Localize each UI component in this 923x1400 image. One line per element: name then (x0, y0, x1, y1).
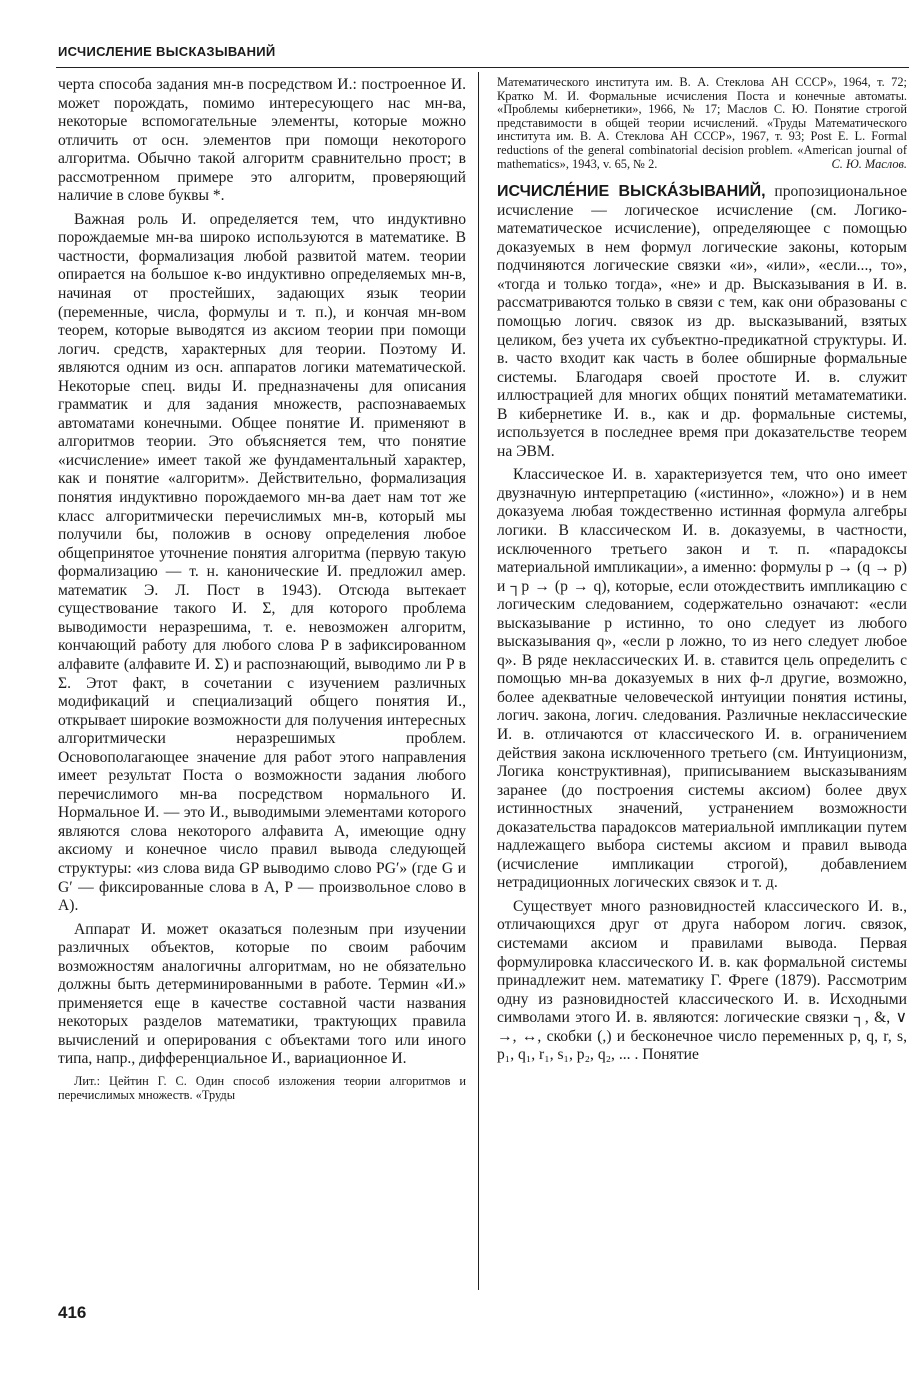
left-column (58, 76, 466, 1102)
paragraph: Важная роль И. определяется тем, что индуктивно порождаемые мн-ва широко используются в математике. В частности, формализация любой развитой матем. теории опирается на большое к-во индуктивно определяемых мн-в, начиная от простейших, задающих язык теории (переменные, числа, формулы и т. п.), и кончая мн-вом теорем, которые выводятся из аксиом теории при помощи логич. средств, характерных для теории. Поэтому И. являются одним из осн. аппаратов логики математической. Некоторые спец. виды И. предназначены для описания грамматик и для задания множеств, распознаваемых автоматами конечными. Общее понятие И. применяют в алгоритмов теории. Это объясняется тем, что понятие «исчисление» имеет такой же фундаментальный характер, как и понятие «алгоритм». Действительно, формализация понятия индуктивно порождаемого мн-ва дает нам тот же класс алгоритмически перечислимых мн-в, который мы получили бы, положив в основу определения любое общепринятое уточнение понятия алгоритма (первую такую формализацию — т. н. канонические И. предложил амер. математик Э. Л. Пост в 1943). Отсюда вытекает существование такого И. Σ, для которого проблема выводимости неразрешима, т. е. невозможен алгоритм, кончающий работу для любого слова P в зафиксированном алфавите (алфавите И. Σ) и распознающий, выводимо ли P в Σ. Этот факт, в сочетании с изучением различных модификаций и специализаций общего понятия И., открывает широкие возможности для получения интересных алгоритмически неразрешимых проблем. Основополагающее значение для работ этого направления имеет результат Поста о возможности задания любого перечислимого мн-ва посредством нормального И. Нормальное И. — это И., выводимыми элементами которого являются слова некоторого алфавита A, имеющие одну аксиому и конечное число правил вывода следующей структуры: «из слова вида GP выводимо слово PG′» (где G и G′ — фиксированные слова в A, P — произвольное слово в A). (58, 210, 466, 915)
literature-text: Математического института им. В. А. Стеклова АН СССР», 1964, т. 72; Кратко М. И. Формальные исчисления Поста и конечные автоматы. «Проблемы кибернетики», 1966, № 17; Маслов С. Ю. Понятие строгой представимости в общей теории исчислений. «Труды Математического института им. В. А. Стеклова АН СССР», 1967, т. 93; Post E. L. Formal reductions of the general combinatorial decision problem. «American journal of mathematics», 1943, v. 65, № 2. (497, 75, 907, 171)
paragraph: черта способа задания мн-в посредством И.: построенное И. может порождать, помимо интересующего нас мн-ва, некоторые вспомогательные элементы, которые можно отличить от осн. элементов при помощи некоторого алгоритма. Обычно такой алгоритм сравнительно прост; в рассмотренном примере это алгоритм, проверяющий наличие в слове буквы *. (58, 76, 466, 205)
article-author: С. Ю. Маслов. (831, 156, 907, 171)
paragraph: Аппарат И. может оказаться полезным при изучении различных объектов, которые по своим рабочим возможностям аналогичны алгоритмам, но не обязательно должны быть детерминированными в работе. Термин «И.» применяется еще в качестве составной части названия некоторых разделов математики, трактующих правила вычислений и оперирования с объектами того или иного типа, напр., дифференциальное И., вариационное И. (58, 920, 466, 1068)
running-title: ИСЧИСЛЕНИЕ ВЫСКАЗЫВАНИЙ (58, 44, 276, 59)
page-number: 416 (58, 1303, 87, 1322)
paragraph: пропозициональное исчисление — логическое исчисление (см. Логико-математическое исчисление), определяющее с помощью доказуемых в нем формул логические законы, которым подчиняются логические связки «и», «или», «если..., то», «тогда и только тогда», «не» и др. Высказывания в И. в. рассматриваются только в связи с тем, как они образованы с помощью логич. связок из др. высказываний, взятых целиком, без учета их субъектно-предикатной структуры. И. в. часто входит как часть в более обширные формальные системы. Благодаря своей простоте И. в. служит иллюстрацией для многих общих понятий метаматематики. В кибернетике И. в., как и др. формальные системы, используется в последнее время при доказательстве теорем на ЭВМ. (497, 183, 907, 460)
right-column (497, 76, 907, 1065)
column-divider (478, 72, 479, 1290)
header-rule (56, 67, 909, 68)
paragraph: Существует много разновидностей классического И. в., отличающихся друг от друга набором логич. связок, системами аксиом и правилами вывода. Первая формулировка классического И. в. как формальной системы принадлежит нем. математику Г. Фреге (1879). Рассмотрим одну из разновидностей классического И. в. Исходными символами этого И. в. являются: логические связки ┐, &, ∨ →, ↔, скобки (,) и бесконечное число переменных p, q, r, s, p₁, q₁, r₁, s₁, p₂, q₂, ... . Понятие (497, 897, 907, 1064)
entry-title: ИСЧИСЛЕ́НИЕ ВЫСКА́ЗЫВАНИЙ, (497, 183, 766, 201)
paragraph: Классическое И. в. характеризуется тем, что оно имеет двузначную интерпретацию («истинно», «ложно») и в нем доказуема любая тождественно истинная формула алгебры логики. В классическом И. в. доказуемы, в частности, исключенного третьего закон и т. п. «парадоксы материальной импликации», а именно: формулы p → (q → p) и ┐p → (p → q), которые, если отождествить импликацию с логическим следованием, содержательно означают: «если высказывание p истинно, то оно следует из любого высказывания q», «если p ложно, то из него следует любое q». В ряде неклассических И. в. ставится цель определить с помощью мн-ва доказуемых в них ф-л другие, возможно, более адекватные человеческой интуиции понятия истины, логич. закона, логич. следования. Различные неклассические И. в. отличаются от классического И. в. ограничением действия закона исключенного третьего (см. Интуиционизм, Логика конструктивная), приписыванием высказываниям заранее (до построения системы аксиом) более двух истинностных значений, устранением возможности доказательства парадоксов материальной импликации путем надлежащего выбора системы аксиом и правил вывода (исчисление импликации строгой), добавлением нетрадиционных логических связок и т. д. (497, 466, 907, 892)
literature-text: Лит.: Цейтин Г. С. Один способ изложения теории алгоритмов и перечислимых множеств. «Труды (58, 1073, 466, 1102)
literature-continuation (497, 76, 907, 171)
literature-block (58, 1075, 466, 1102)
